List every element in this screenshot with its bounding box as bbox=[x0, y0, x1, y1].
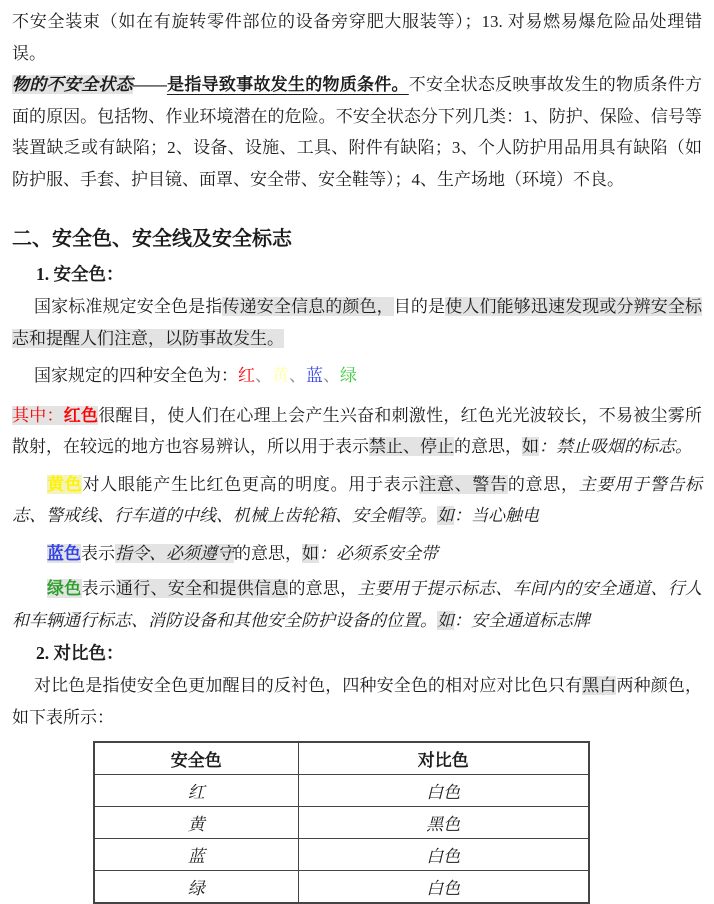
heading-safety-color-line-sign: 二、安全色、安全线及安全标志 bbox=[12, 228, 292, 250]
text-run: ：必须系安全带 bbox=[319, 543, 438, 563]
text-run: 的意思， bbox=[234, 543, 302, 563]
text-run: ：当心触电 bbox=[454, 506, 539, 525]
text-run: 通行、安全和提供信息 bbox=[116, 579, 289, 598]
text-run: 如 bbox=[302, 543, 319, 563]
text-run: 目的是 bbox=[393, 297, 446, 316]
text-run: 物的不安全状态 bbox=[12, 75, 133, 94]
document-body bbox=[12, 6, 702, 733]
para-safety-color-definition bbox=[12, 291, 702, 354]
text-run: 不安全装束（如在有旋转零件部位的设备旁穿肥大服装等）；13. 对易燃易爆危险品处理错误。 bbox=[12, 12, 702, 63]
text-run: 黄 bbox=[272, 366, 289, 385]
table-row-yellow bbox=[94, 807, 589, 839]
cell-contrast-color: 黑色 bbox=[298, 807, 589, 839]
text-run: 蓝色 bbox=[47, 543, 81, 563]
cell-safety-color: 蓝 bbox=[94, 839, 298, 871]
text-run: 对比色是指使安全色更加醒目的反衬色，四种安全色的相对应对比色只有 bbox=[34, 676, 583, 695]
subheading-safety-color: 1. 安全色： bbox=[36, 264, 124, 284]
text-run: 、 bbox=[323, 366, 340, 385]
text-run: 主要用于提示标志、车间内的安全通道、行人和车辆通行标志、消防设备和其他安全防护设备的位置。 bbox=[12, 579, 703, 630]
para-contrast-color-definition bbox=[12, 670, 702, 733]
text-run: 如 bbox=[437, 610, 454, 630]
para-unsafe-attire bbox=[12, 6, 702, 69]
text-run: 传递安全信息的颜色， bbox=[222, 297, 394, 316]
para-red-color bbox=[12, 400, 702, 463]
text-run: 红色 bbox=[63, 405, 99, 425]
text-run: 注意、警告 bbox=[419, 474, 508, 494]
text-run: 的意思， bbox=[507, 474, 579, 494]
contrast-color-table bbox=[93, 741, 590, 904]
text-run: 对人眼能产生比红色更高的明度。用于表示 bbox=[82, 474, 420, 494]
text-run: ：禁止吸烟的标志。 bbox=[539, 437, 692, 456]
text-run: 国家规定的四种安全色为： bbox=[34, 366, 238, 385]
text-run: 两种颜色，如下表所示： bbox=[12, 676, 703, 727]
cell-safety-color: 绿 bbox=[94, 871, 298, 904]
text-run: 表示 bbox=[81, 543, 115, 563]
para-unsafe-state-of-objects bbox=[12, 69, 702, 195]
text-run: 使人们能够迅速发现或分辨安全标志和提醒人们注意，以防事故发生。 bbox=[12, 297, 703, 348]
text-run: 是指导致事故发生的物质条件。 bbox=[166, 75, 409, 94]
table-row-red bbox=[94, 775, 589, 807]
text-run: 的意思， bbox=[454, 437, 522, 456]
text-run: 、 bbox=[255, 366, 272, 385]
table-header-row bbox=[94, 742, 589, 775]
table-row-blue bbox=[94, 839, 589, 871]
cell-safety-color: 黄 bbox=[94, 807, 298, 839]
text-run: ：安全通道标志牌 bbox=[454, 610, 590, 630]
text-run: 指令、必须遵守 bbox=[115, 543, 234, 563]
cell-contrast-color: 白色 bbox=[298, 775, 589, 807]
text-run: 的意思， bbox=[288, 579, 358, 598]
text-run: 绿色 bbox=[47, 579, 82, 598]
cell-contrast-color: 白色 bbox=[298, 839, 589, 871]
text-run: —— bbox=[132, 75, 167, 94]
text-run: 国家标准规定安全色是指 bbox=[34, 297, 223, 316]
text-run: 禁止、停止 bbox=[369, 437, 454, 456]
text-run: 表示 bbox=[81, 579, 116, 598]
text-run: 蓝 bbox=[306, 366, 323, 385]
para-blue-color bbox=[12, 538, 702, 570]
cell-safety-color: 红 bbox=[94, 775, 298, 807]
text-run: 如 bbox=[522, 437, 539, 456]
subheading-contrast-color: 2. 对比色： bbox=[36, 643, 124, 663]
text-run: 其中： bbox=[12, 405, 64, 425]
text-run: 绿 bbox=[340, 366, 357, 385]
text-run: 、 bbox=[289, 366, 306, 385]
para-four-safety-colors bbox=[12, 360, 702, 392]
table-row-green bbox=[94, 871, 589, 904]
text-run: 不安全状态反映事故发生的物质条件方面的原因。包括物、作业环境潜在的危险。不安全状态分下列几类：1、防护、保险、信号等装置缺乏或有缺陷；2、设备、设施、工具、附件有缺陷；3、个人防护用品用具有缺陷（如防护服、手套、护目镜、面罩、安全带、安全鞋等）；4、生产场地（环境）不良。 bbox=[12, 75, 703, 189]
table-header-contrast-color: 对比色 bbox=[298, 742, 589, 775]
text-run: 黄色 bbox=[47, 474, 83, 494]
text-run: 红 bbox=[238, 366, 255, 385]
para-green-color bbox=[12, 573, 702, 636]
cell-contrast-color: 白色 bbox=[298, 871, 589, 904]
table-header-safety-color: 安全色 bbox=[94, 742, 298, 775]
text-run: 很醒目，使人们在心理上会产生兴奋和刺激性，红色光光波较长，不易被尘雾所散射，在较远的地方也容易辨认，所以用于表示 bbox=[12, 405, 703, 456]
text-run: 主要用于警告标志、警戒线、行车道的中线、机械上齿轮箱、安全帽等。 bbox=[12, 474, 703, 525]
para-yellow-color bbox=[12, 469, 702, 532]
text-run: 黑白 bbox=[582, 676, 617, 695]
text-run: 如 bbox=[437, 506, 454, 525]
